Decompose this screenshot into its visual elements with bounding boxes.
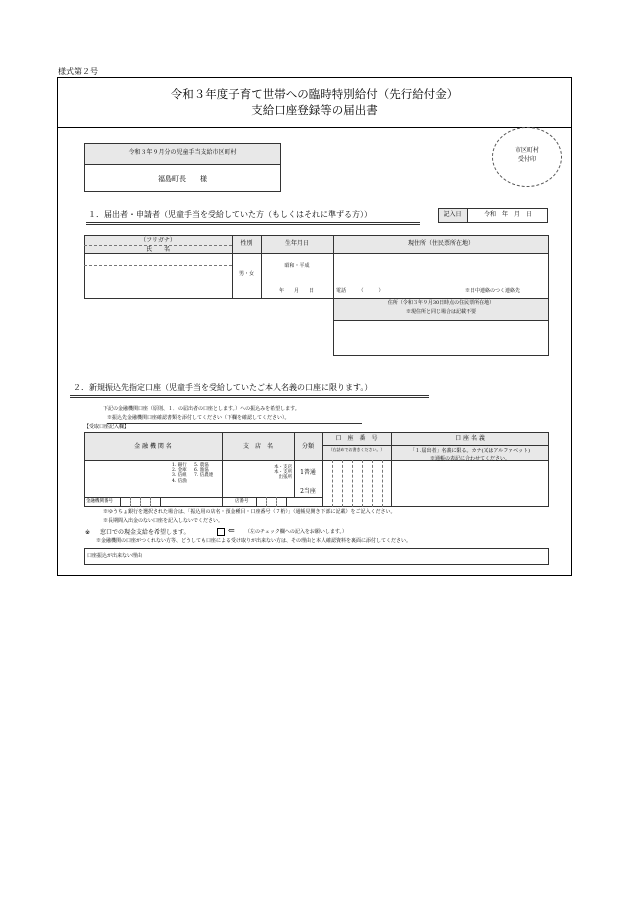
stamp-label-1: 市区町村 — [514, 147, 539, 154]
note-longterm: ※長期間入出金のない口座を記入しないでください。 — [103, 518, 224, 524]
col-address: 現住所（住民票所在地） — [407, 240, 474, 247]
branch-type-options[interactable]: 本・支店 本・支所 出張所 — [274, 465, 292, 481]
branch-code-input[interactable] — [257, 498, 286, 506]
holder-note-1: 「１.届出者」名義に限る。カナ(又はアルファベット) — [409, 448, 531, 454]
name-input[interactable] — [86, 267, 230, 297]
col-dob: 生年月日 — [284, 240, 309, 247]
attach-note: ※振込先金融機関口座確認書類を添付してください（下欄を確認してください）。 — [107, 415, 290, 421]
prev-address-label: 住所（令和３年９月30日時点の住民票所在地） — [387, 300, 495, 306]
stamp-label-2: 受付印 — [517, 156, 536, 163]
account-type-current[interactable]: 2当座 — [300, 488, 316, 495]
form-title: 令和３年度子育て世帯への臨時特別給付（先行給付金） — [170, 87, 459, 101]
account-type-ordinary[interactable]: 1普通 — [300, 469, 316, 476]
date-field[interactable]: 令和 年 月 日 — [483, 211, 532, 218]
section2-heading: ２．新規振込先指定口座（児童手当を受給していたご本人名義の口座に限ります。） — [73, 383, 373, 392]
form-number: 様式第２号 — [58, 67, 98, 76]
col-type: 分類 — [301, 443, 314, 450]
cash-request-checkbox[interactable] — [217, 528, 225, 536]
col-furigana: （フリガナ） — [140, 237, 176, 244]
cash-request-text: 窓口での現金支給を希望します。 — [100, 529, 190, 536]
bank-type-options-1[interactable]: 1. 銀行 2. 金庫 3. 信組 4. 信漁 — [172, 463, 187, 484]
sex-options[interactable]: 男・女 — [238, 271, 254, 277]
account-holder-input[interactable] — [393, 462, 547, 506]
date-label: 記入日 — [443, 211, 462, 218]
furigana-input[interactable] — [86, 255, 230, 264]
bank-name-input[interactable] — [86, 462, 166, 494]
col-name: 氏 名 — [145, 246, 170, 253]
prev-address-note: ※現住所と同じ場合は記載不要 — [405, 309, 476, 315]
reason-label: 口座振込が出来ない理由 — [87, 553, 143, 559]
cash-hint: （左のチェック欄への記入をお願いします。） — [245, 529, 347, 535]
branch-code-label: 店番号 — [235, 499, 249, 504]
cash-prefix: ※ — [85, 529, 91, 536]
col-holder: 口 座 名 義 — [455, 435, 485, 442]
phone-label[interactable]: 電話 （ ） — [336, 288, 384, 294]
era-options[interactable]: 昭和・平成 — [284, 263, 310, 269]
receipt-label: 【受取口座記入欄】 — [84, 424, 130, 430]
bank-type-options-2[interactable]: 5. 農協 6. 漁協 7. 信農連 — [194, 463, 214, 479]
phone-note: ※日中連絡のつく連絡先 — [465, 288, 521, 294]
municipality-header: 令和３年９月分の児童手当支給市区町村 — [128, 149, 237, 156]
prev-address-input[interactable] — [335, 322, 547, 354]
title-divider — [57, 127, 572, 128]
reason-input[interactable] — [160, 550, 546, 563]
col-bank: 金 融 機 関 名 — [134, 443, 172, 450]
col-branch: 支 店 名 — [242, 443, 273, 450]
arrow-left-icon: ⇐ — [228, 526, 235, 535]
address-input[interactable] — [335, 255, 547, 285]
col-account-no: 口 座 番 号 — [335, 435, 378, 442]
cash-note: ※金融機関の口座がつくれない方等、どうしても口座による受け取りが出来ない方は、その理由と本人確認資料を裏面に添付してください。 — [96, 538, 412, 544]
bank-code-input[interactable] — [121, 498, 160, 506]
bank-code-label: 金融機関番号 — [86, 499, 113, 504]
col-account-no-sub: （右詰めでお書きください。） — [328, 447, 385, 452]
dob-units[interactable]: 年 月 日 — [279, 288, 315, 294]
col-sex: 性別 — [240, 240, 253, 247]
holder-note-2: ※通帳の表記に合わせてください。 — [429, 456, 510, 462]
note-yucho: ※ゆうちょ銀行を選択された場合は、「振込用の店名・預金種目・口座番号（７桁）」（通帳見開き下部に記載）をご記入ください。 — [103, 509, 396, 515]
branch-name-input[interactable] — [224, 462, 266, 494]
intro-text: 下記の金融機関口座（原則、１．の届出者の口座とします。）への振込みを希望します。 — [103, 406, 300, 412]
section1-heading: １．届出者・申請者（児童手当を受給していた方（もしくはそれに準ずる方）） — [88, 210, 372, 219]
account-number-input[interactable] — [323, 462, 390, 506]
addressee: 福島町長 様 — [158, 175, 207, 183]
form-subtitle: 支給口座登録等の届出書 — [251, 103, 378, 117]
